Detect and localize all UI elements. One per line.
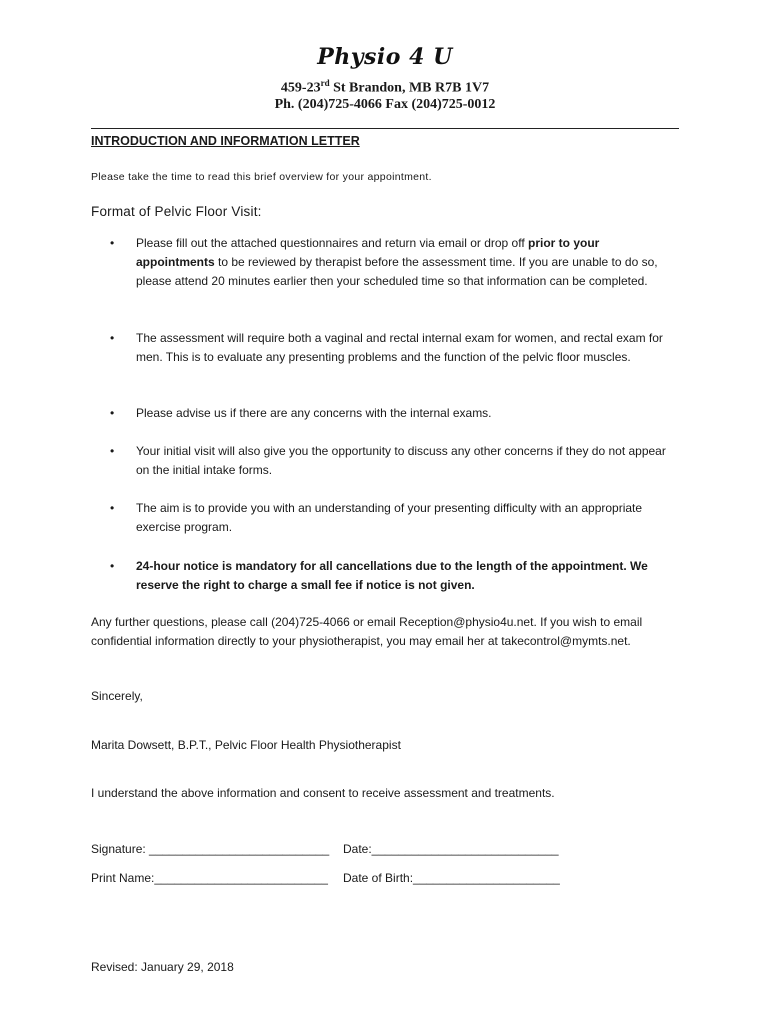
list-item-text-bold: prior to your appointments <box>136 236 600 269</box>
format-heading: Format of Pelvic Floor Visit: <box>91 204 262 219</box>
print-name-field[interactable]: Print Name:__________________________ <box>91 871 328 885</box>
header-divider <box>91 128 679 129</box>
letter-title: INTRODUCTION AND INFORMATION LETTER <box>91 134 360 148</box>
list-item-text-post: to be reviewed by therapist before the assessment time. If you are unable to do so, please attend 20 minutes earlier then your scheduled time so that information can be completed. <box>136 254 658 288</box>
intro-text: Please take the time to read this brief overview for your appointment. <box>91 171 432 183</box>
address-number: 459-23 <box>280 80 321 96</box>
contact-paragraph: Any further questions, please call (204)725-4066 or email Reception@physio4u.net. If you wish to email confidential information directly to your physiotherapist, you may email her at takecontrol@mymts.net. <box>91 615 643 648</box>
clinic-address <box>0 78 770 97</box>
list-item-text: Please advise us if there are any concerns with the internal exams. <box>136 406 492 420</box>
bullet-icon: • <box>110 331 115 345</box>
signature-field[interactable]: Signature: ___________________________ <box>91 842 330 856</box>
list-item-text-bold <box>136 557 681 595</box>
address-ordinal: rd <box>320 78 330 88</box>
address-rest: St Brandon, MB R7B 1V7 <box>329 80 490 96</box>
list-item-text-pre: Please fill out the attached questionnaires and return via email or drop off <box>136 236 529 250</box>
list-item-text <box>136 234 681 290</box>
closing: Sincerely, <box>91 689 143 703</box>
bullet-icon: • <box>110 236 115 250</box>
list-item-text: The aim is to provide you with an understanding of your presenting difficulty with an appropriate exercise program. <box>136 501 643 534</box>
cancellation-notice: 24-hour notice is mandatory for all cancellations due to the length of the appointment. We reserve the right to charge a small fee if notice is not given. <box>136 559 648 592</box>
list-item-text: Your initial visit will also give you the opportunity to discuss any other concerns if they do not appear on the initial intake forms. <box>136 444 666 477</box>
bullet-icon: • <box>110 444 115 458</box>
consent-statement: I understand the above information and consent to receive assessment and treatments. <box>91 786 555 800</box>
clinic-phone-fax: Ph. (204)725-4066 Fax (204)725-0012 <box>274 97 496 112</box>
date-of-birth-field[interactable]: Date of Birth:______________________ <box>343 871 560 885</box>
revised-date: Revised: January 29, 2018 <box>91 960 234 974</box>
bullet-icon: • <box>110 559 115 573</box>
brand-title: Physio 4 U <box>317 44 453 70</box>
date-field[interactable]: Date:____________________________ <box>343 842 559 856</box>
bullet-icon: • <box>110 501 115 515</box>
bullet-icon: • <box>110 406 115 420</box>
signatory: Marita Dowsett, B.P.T., Pelvic Floor Health Physiotherapist <box>91 738 401 752</box>
list-item-text: The assessment will require both a vaginal and rectal internal exam for women, and rectal exam for men. This is to evaluate any presenting problems and the function of the pelvic floor muscles. <box>136 331 663 364</box>
